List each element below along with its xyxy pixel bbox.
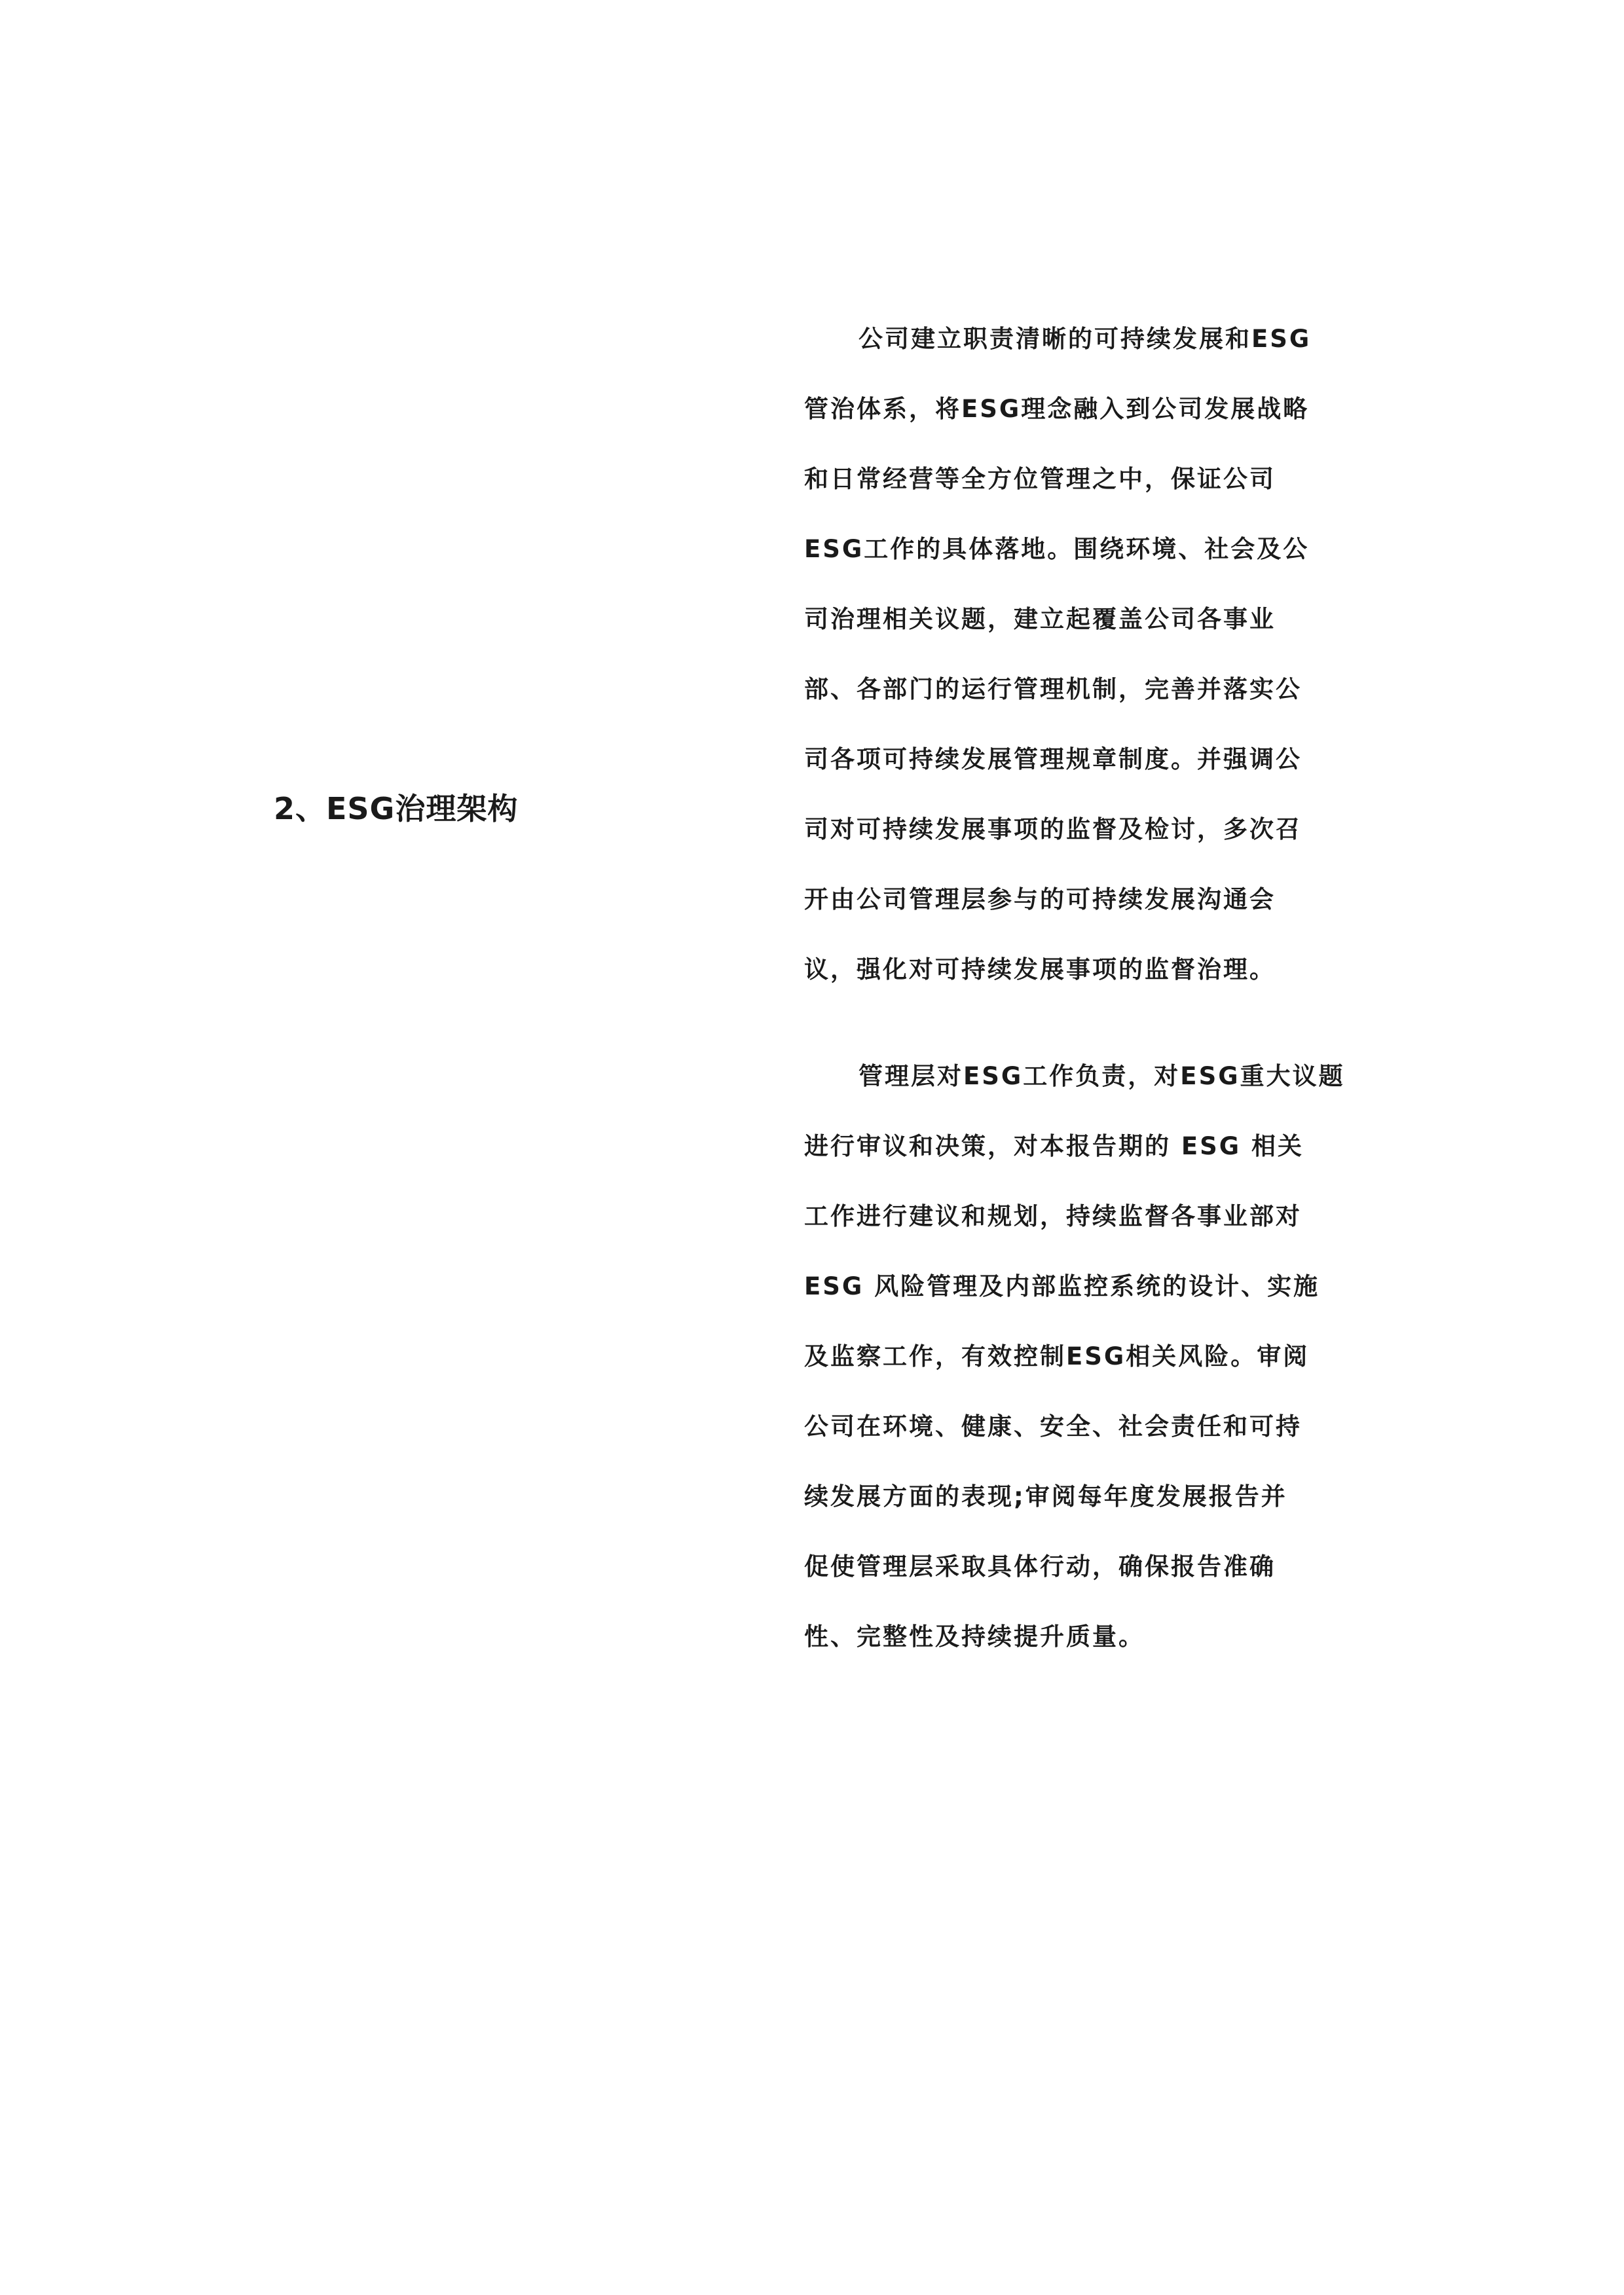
paragraph-line: 性、完整性及持续提升质量。: [804, 1623, 1145, 1651]
paragraph-line: 管治体系，将ESG理念融入到公司发展战略: [804, 395, 1310, 423]
paragraph-line: 续发展方面的表现;审阅每年度发展报告并: [804, 1482, 1287, 1511]
paragraph-line: ESG 风险管理及内部监控系统的设计、实施: [804, 1272, 1320, 1300]
paragraph-line: 进行审议和决策，对本报告期的 ESG 相关: [804, 1132, 1304, 1160]
paragraph-line: 司各项可持续发展管理规章制度。并强调公: [804, 745, 1302, 773]
paragraph-line: 促使管理层采取具体行动，确保报告准确: [804, 1552, 1276, 1581]
paragraph-line: 议，强化对可持续发展事项的监督治理。: [804, 955, 1276, 983]
paragraph-line: 工作进行建议和规划，持续监督各事业部对: [804, 1202, 1302, 1230]
paragraph-management-responsibility: [804, 1050, 1345, 1681]
paragraph-line: 司治理相关议题，建立起覆盖公司各事业: [804, 605, 1276, 633]
paragraph-line: 和日常经营等全方位管理之中，保证公司: [804, 465, 1276, 493]
paragraph-line: 管理层对ESG工作负责，对ESG重大议题: [858, 1062, 1345, 1090]
paragraph-line: 公司建立职责清晰的可持续发展和ESG: [858, 325, 1312, 353]
paragraph-line: 司对可持续发展事项的监督及检讨，多次召: [804, 815, 1302, 843]
body-text-column: [804, 313, 1345, 1681]
section-heading: 2、ESG治理架构: [274, 791, 519, 826]
paragraph-line: ESG工作的具体落地。围绕环境、社会及公: [804, 535, 1310, 563]
paragraph-governance-system: [804, 313, 1328, 1014]
paragraph-line: 公司在环境、健康、安全、社会责任和可持: [804, 1412, 1302, 1441]
paragraph-line: 开由公司管理层参与的可持续发展沟通会: [804, 885, 1276, 913]
paragraph-line: 部、各部门的运行管理机制，完善并落实公: [804, 675, 1302, 703]
paragraph-line: 及监察工作，有效控制ESG相关风险。审阅: [804, 1342, 1310, 1370]
